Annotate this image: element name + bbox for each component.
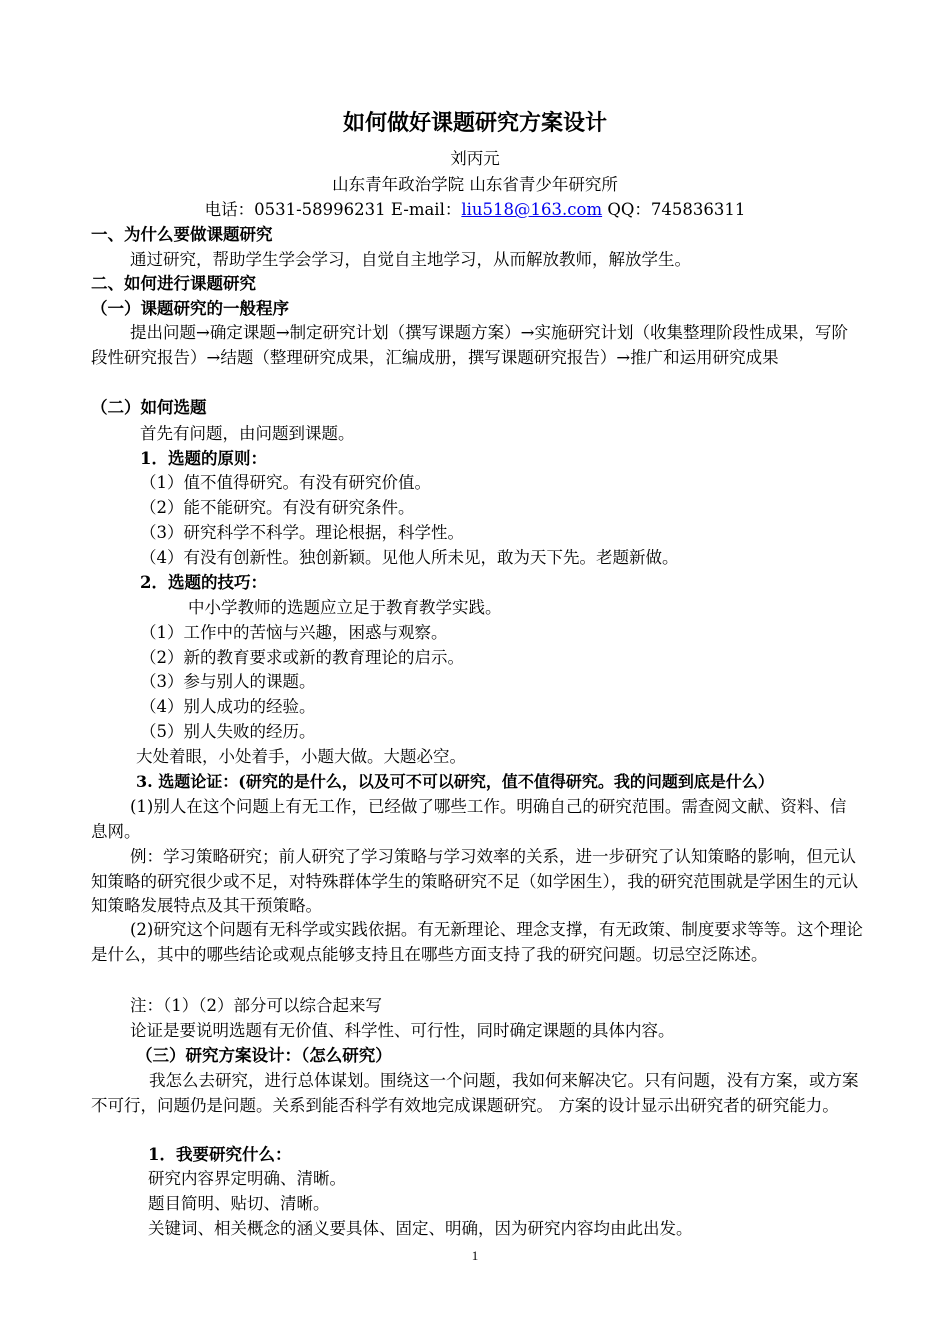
list-item: （1）值不值得研究。有没有研究价值。	[140, 473, 431, 492]
heading-topic-argument: 3. 选题论证：(研究的是什么，以及可不可以研究，值不值得研究。我的问题到底是什么）	[136, 772, 774, 791]
text-argument-purpose: 论证是要说明选题有无价值、科学性、可行性，同时确定课题的具体内容。	[130, 1021, 675, 1040]
paragraph-procedure: 提出问题→确定课题→制定研究计划（撰写课题方案）→实施研究计划（收集整理阶段性成果，写阶段性研究报告）→结题（整理研究成果，汇编成册，撰写课题研究报告）→推广和运用研究成果	[91, 323, 848, 367]
paragraph-design: 我怎么去研究，进行总体谋划。围绕这一个问题，我如何来解决它。只有问题，没有方案，或方案不可行，问题仍是问题。关系到能否科学有效地完成课题研究。 方案的设计显示出研究者的研究能力。	[91, 1071, 859, 1115]
list-item: （2）新的教育要求或新的教育理论的启示。	[140, 648, 464, 667]
heading-general-procedure: （一）课题研究的一般程序	[91, 299, 289, 318]
paragraph-basis: (2)研究这个问题有无科学或实践依据。有无新理论、理念支撑，有无政策、制度要求等等。这个理论是什么，其中的哪些结论或观点能够支持且在哪些方面支持了我的研究问题。切忌空泛陈述。	[91, 920, 863, 964]
author-affiliation: 山东青年政治学院 山东省青少年研究所	[332, 175, 618, 194]
contact-info	[0, 198, 950, 222]
paragraph-literature: (1)别人在这个问题上有无工作，已经做了哪些工作。明确自己的研究范围。需查阅文献、资料、信息网。	[91, 797, 847, 841]
text-problem-to-topic: 首先有问题，由问题到课题。	[140, 424, 355, 443]
contact-suffix: QQ：745836311	[602, 200, 746, 219]
list-item: （4）别人成功的经验。	[140, 697, 316, 716]
heading-techniques: 2．选题的技巧：	[140, 573, 267, 592]
list-item: （1）工作中的苦恼与兴趣，困惑与观察。	[140, 623, 448, 642]
email-link[interactable]: liu518@163.com	[461, 200, 603, 219]
list-item: （3）参与别人的课题。	[140, 672, 316, 691]
paragraph-example: 例：学习策略研究；前人研究了学习策略与学习效率的关系，进一步研究了认知策略的影响，但元认知策略的研究很少或不足，对特殊群体学生的策略研究不足（如学困生），我的研究范围就是学困生的元认知策略发展特点及其干预策略。	[91, 847, 859, 915]
text-motto: 大处着眼，小处着手，小题大做。大题必空。	[136, 747, 466, 766]
page-number: 1	[471, 1248, 479, 1263]
heading-what-to-research: 1．我要研究什么：	[148, 1145, 292, 1164]
contact-prefix: 电话：0531-58996231 E-mail：	[204, 200, 462, 219]
heading-choose-topic: （二）如何选题	[91, 398, 207, 417]
text-note: 注：（1）（2）部分可以综合起来写	[130, 996, 382, 1015]
heading-why-research: 一、为什么要做课题研究	[91, 225, 273, 244]
heading-how-research: 二、如何进行课题研究	[91, 274, 256, 293]
list-item: （4）有没有创新性。独创新颖。见他人所未见，敢为天下先。老题新做。	[140, 548, 679, 567]
text-teacher-topics: 中小学教师的选题应立足于教育教学实践。	[188, 598, 502, 617]
list-item: （2）能不能研究。有没有研究条件。	[140, 498, 415, 517]
document-title: 如何做好课题研究方案设计	[342, 110, 607, 136]
heading-principles: 1．选题的原则：	[140, 449, 267, 468]
list-item: （3）研究科学不科学。理论根据，科学性。	[140, 523, 464, 542]
author-name: 刘丙元	[450, 149, 500, 168]
list-item: （5）别人失败的经历。	[140, 722, 316, 741]
heading-research-design: （三）研究方案设计：（怎么研究）	[136, 1046, 392, 1065]
text-title-concise: 题目简明、贴切、清晰。	[148, 1194, 330, 1213]
text-keywords: 关键词、相关概念的涵义要具体、固定、明确，因为研究内容均由此出发。	[148, 1219, 693, 1238]
text-content-clear: 研究内容界定明确、清晰。	[148, 1169, 346, 1188]
paragraph-why: 通过研究，帮助学生学会学习，自觉自主地学习，从而解放教师，解放学生。	[130, 250, 691, 269]
